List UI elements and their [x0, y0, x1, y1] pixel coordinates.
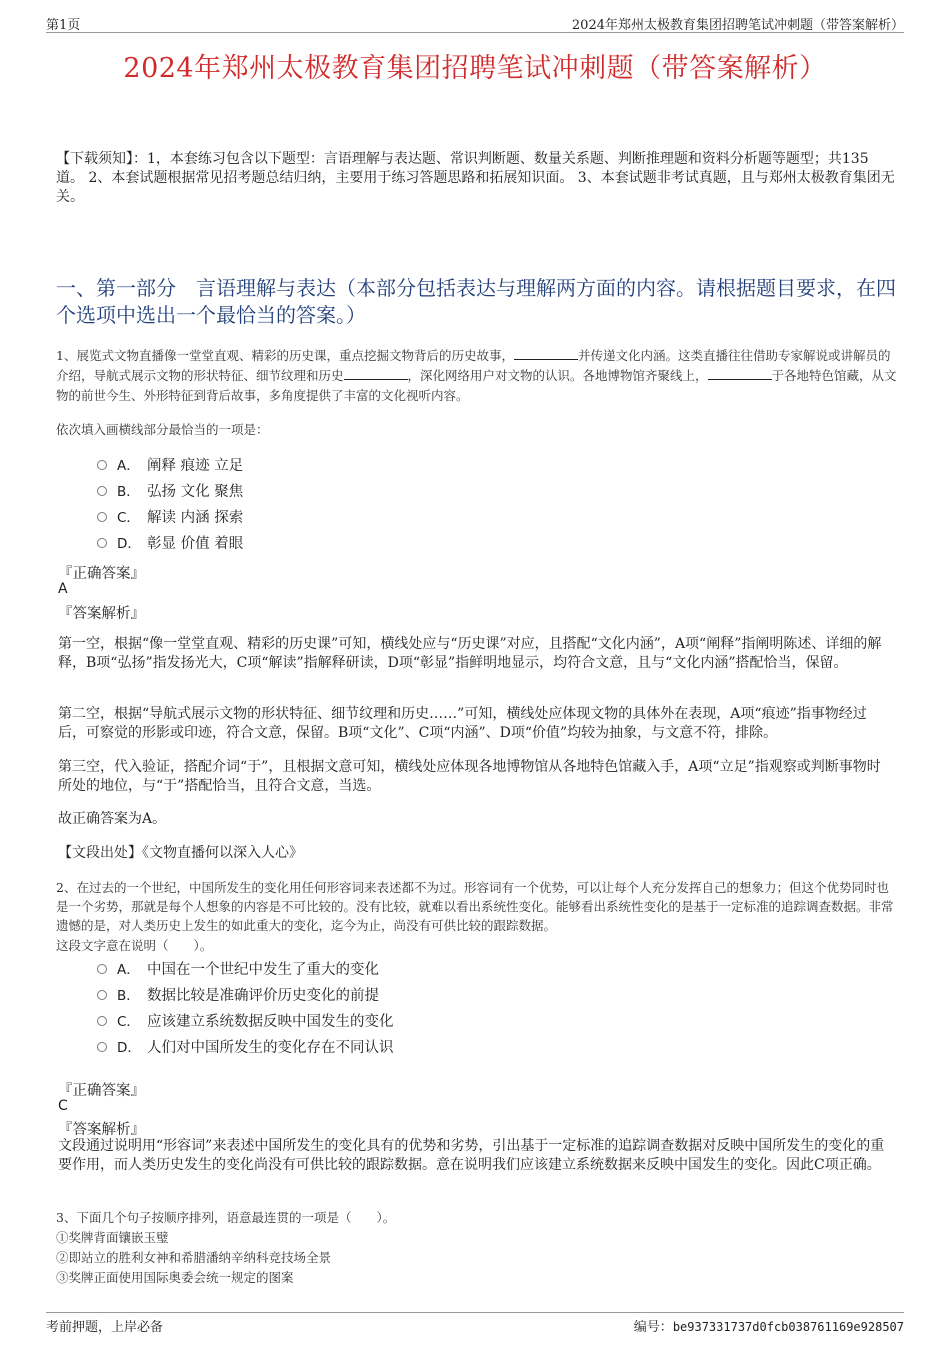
q2-analysis: 文段通过说明用“形容词”来表述中国所发生的变化具有的优势和劣势，引出基于一定标准的追踪调查数据对反映中国所发生的变化的重要作用，而人类历史发生的变化尚没有可供比较的跟踪数据。意在说明我们应该建立系统数据来反映中国发生的变化。因此C项正确。 — [58, 1138, 885, 1173]
q1-option-c[interactable] — [97, 508, 243, 528]
q1-answer-label: 『正确答案』 — [58, 566, 145, 582]
page-header — [46, 14, 904, 33]
blank-2 — [344, 367, 408, 380]
q3-item-2: ②即站立的胜利女神和希腊潘纳辛纳科竞技场全景 — [56, 1250, 332, 1265]
q2-option-a[interactable] — [97, 960, 379, 980]
q1-analysis-3: 第三空，代入验证，搭配介词“于”，且根据文意可知，横线处应体现各地博物馆从各地特色馆藏入手，A项“立足”指观察或判断事物时所处的地位，与“于”搭配恰当，且符合文意，当选。 — [58, 759, 881, 794]
option-letter: D． — [117, 536, 141, 552]
option-text: 阐释 痕迹 立足 — [147, 458, 244, 474]
q1-stem-part: 1、展览式文物直播像一堂堂直观、精彩的历史课，重点挖掘文物背后的历史故事， — [56, 348, 514, 363]
q3-stem: 3、下面几个句子按顺序排列，语意最连贯的一项是（ ）。 — [56, 1210, 396, 1225]
q1-source: 【文段出处】《文物直播何以深入人心》 — [58, 845, 303, 861]
q1-analysis-1: 第一空，根据“像一堂堂直观、精彩的历史课”可知，横线处应与“历史课”对应，且搭配“文化内涵”，A项“阐释”指阐明陈述、详细的解释，B项“弘扬”指发扬光大，C项“解读”指解释研读，D项“彰显”指鲜明地显示，均符合文意，且与“文化内涵”搭配恰当，保留。 — [58, 636, 882, 671]
footer-code-value: be937331737d0fcb038761169e928507 — [672, 1320, 904, 1334]
page-title: 2024年郑州太极教育集团招聘笔试冲刺题（带答案解析） — [123, 53, 827, 84]
q1-prompt: 依次填入画横线部分最恰当的一项是： — [56, 422, 269, 437]
option-text: 弘扬 文化 聚焦 — [147, 484, 244, 500]
option-letter: B． — [117, 988, 140, 1004]
q1-analysis-label: 『答案解析』 — [58, 606, 145, 622]
q1-analysis-2: 第二空，根据“导航式展示文物的形状特征、细节纹理和历史……”可知，横线处应体现文物的具体外在表现，A项“痕迹”指事物经过后，可察觉的形影或印迹，符合文意，保留。B项“文化”、C项“内涵”、D项“价值”均较为抽象，与文意不符，排除。 — [58, 706, 867, 741]
option-text: 解读 内涵 探索 — [147, 510, 244, 526]
q1-stem-part: ，深化网络用户对文物的认识。各地博物馆齐聚线上， — [407, 368, 708, 383]
q2-answer: C — [58, 1098, 68, 1114]
q2-prompt: 这段文字意在说明（ ）。 — [56, 938, 213, 953]
download-notice: 【下载须知】：1，本套练习包含以下题型：言语理解与表达题、常识判断题、数量关系题、判断推理题和资料分析题等题型；共135道。 2、本套试题根据常见招考题总结归纳，主要用于练习答题思路和拓展知识面。 3、本套试题非考试真题，且与郑州太极教育集团无关。 — [56, 151, 895, 205]
footer-code-label: 编号： — [633, 1320, 673, 1335]
option-letter: A． — [117, 962, 140, 978]
option-letter: A． — [117, 458, 140, 474]
q1-option-a[interactable] — [97, 456, 243, 476]
radio-icon[interactable] — [97, 990, 107, 1000]
option-text: 彰显 价值 着眼 — [147, 536, 244, 552]
q3-item-3: ③奖牌正面使用国际奥委会统一规定的图案 — [56, 1270, 294, 1285]
footer-code — [634, 1316, 904, 1335]
q3-item-1: ①奖牌背面镶嵌玉璧 — [56, 1230, 169, 1245]
option-text: 数据比较是准确评价历史变化的前提 — [147, 988, 379, 1004]
radio-icon[interactable] — [97, 1042, 107, 1052]
q1-stem-part: 于各地特色馆藏，从文物的前世今生、外形特征到背后故事，多角度提供了丰富的文化视听内容。 — [56, 368, 897, 403]
option-letter: C． — [117, 510, 140, 526]
radio-icon[interactable] — [97, 512, 107, 522]
option-letter: D． — [117, 1040, 141, 1056]
q2-option-b[interactable] — [97, 986, 379, 1006]
q2-stem: 2、在过去的一个世纪，中国所发生的变化用任何形容词来表述都不为过。形容词有一个优势，可以让每个人充分发挥自己的想象力；但这个优势同时也是一个劣势，那就是每个人想象的内容是不可比较的。没有比较，就难以看出系统性变化。能够看出系统性变化的是基于一定标准的追踪调查数据。非常遗憾的是，对人类历史上发生的如此重大的变化，迄今为止，尚没有可供比较的跟踪数据。 — [56, 880, 894, 933]
blank-3 — [708, 367, 772, 380]
page-number: 第1页 — [46, 18, 81, 33]
radio-icon[interactable] — [97, 486, 107, 496]
q1-analysis-4: 故正确答案为A。 — [58, 811, 167, 827]
blank-1 — [514, 347, 578, 360]
q1-stem-part: 并传递文化内涵。这类直播往往借助专家解说或讲解员的介绍，导航式展示文物的形状特征、细节纹理和历史 — [56, 348, 891, 383]
q2-analysis-label: 『答案解析』 — [58, 1122, 145, 1138]
option-text: 人们对中国所发生的变化存在不同认识 — [147, 1040, 394, 1056]
q2-answer-label: 『正确答案』 — [58, 1083, 145, 1099]
radio-icon[interactable] — [97, 1016, 107, 1026]
option-text: 中国在一个世纪中发生了重大的变化 — [147, 962, 379, 978]
footer-slogan: 考前押题，上岸必备 — [46, 1320, 164, 1335]
page-footer — [46, 1312, 904, 1335]
option-letter: B． — [117, 484, 140, 500]
q1-stem — [56, 346, 901, 406]
radio-icon[interactable] — [97, 460, 107, 470]
header-doc-title: 2024年郑州太极教育集团招聘笔试冲刺题（带答案解析） — [571, 18, 904, 33]
option-letter: C． — [117, 1014, 140, 1030]
q1-option-d[interactable] — [97, 534, 243, 554]
radio-icon[interactable] — [97, 538, 107, 548]
q1-option-b[interactable] — [97, 482, 243, 502]
q1-answer: A — [58, 581, 68, 597]
q2-option-c[interactable] — [97, 1012, 394, 1032]
section-title: 一、第一部分 言语理解与表达（本部分包括表达与理解两方面的内容。请根据题目要求，在四个选项中选出一个最恰当的答案。） — [56, 276, 896, 327]
option-text: 应该建立系统数据反映中国发生的变化 — [147, 1014, 394, 1030]
radio-icon[interactable] — [97, 964, 107, 974]
q2-option-d[interactable] — [97, 1038, 394, 1058]
